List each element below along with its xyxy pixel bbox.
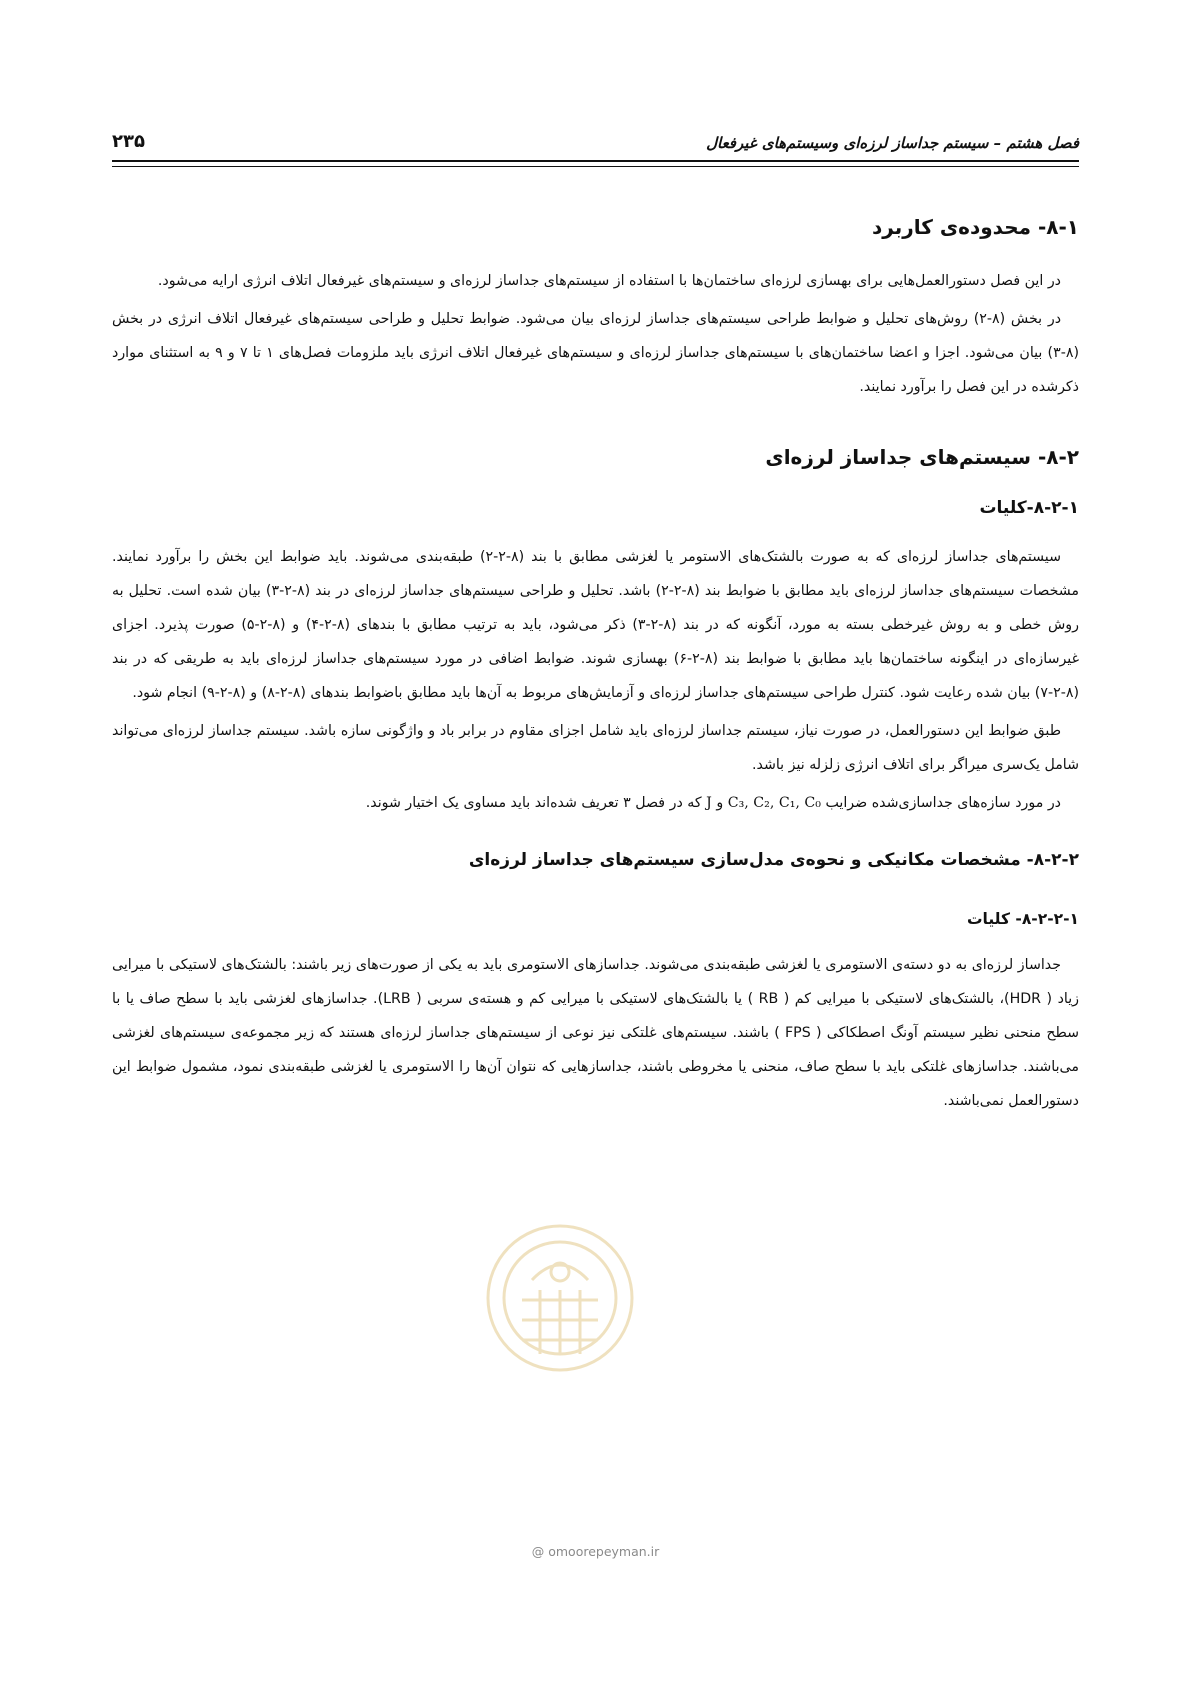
header-rule-thin: [112, 166, 1079, 167]
paragraph: در بخش (۸-۲) روش‌های تحلیل و ضوابط طراحی سیستم‌های جداساز لرزه‌ای بیان می‌شود. ضوابط تحلیل و طراحی سیستم‌های غیرفعال اتلاف انرژی در بخش (۸-۳) بیان می‌شود. اجزا و اعضا ساختمان‌های با سیستم‌های جداساز لرزه‌ای و سیستم‌های غیرفعال اتلاف انرژی باید ملزومات فصل‌های ۱ تا ۷ و ۹ به استثنای موارد ذکرشده در این فصل را برآورد نمایند.: [112, 311, 1079, 395]
text-run: و: [716, 795, 724, 811]
subsection-heading-8-2-2-1: ۸-۲-۲-۱- کلیات: [966, 910, 1079, 928]
chapter-title: فصل هشتم – سیستم جداساز لرزه‌ای وسیستم‌های غیرفعال: [706, 134, 1079, 152]
text-run: در مورد سازه‌های جداسازی‌شده ضرایب: [825, 795, 1061, 811]
main-content: [112, 212, 1079, 1122]
coefficients-formula: C₃, C₂, C₁, C₀: [727, 795, 821, 811]
subsection-heading-8-2-2: ۸-۲-۲- مشخصات مکانیکی و نحوه‌ی مدل‌سازی سیستم‌های جداساز لرزه‌ای: [468, 850, 1079, 870]
paragraph-coefficients: [112, 786, 1079, 820]
paragraph: طبق ضوابط این دستورالعمل، در صورت نیاز، سیستم جداساز لرزه‌ای باید شامل اجزای مقاوم در برابر باد و واژگونی سازه باشد. سیستم جداساز لرزه‌ای می‌تواند شامل یک‌سری میراگر برای اتلاف انرژی زلزله نیز باشد.: [112, 723, 1079, 773]
section-heading-8-2: ۸-۲- سیستم‌های جداساز لرزه‌ای: [765, 445, 1079, 469]
coefficient-j: J: [706, 795, 712, 811]
subsection-heading-8-2-1: ۸-۲-۱-کلیات: [979, 498, 1079, 518]
section-heading-8-1: ۸-۱- محدوده‌ی کاربرد: [872, 215, 1079, 239]
watermark-url: omoorepeyman.ir: [548, 1544, 660, 1559]
text-run: که در فصل ۳ تعریف شده‌اند باید مساوی یک اختیار شوند.: [365, 795, 702, 811]
running-header: [112, 118, 1079, 152]
header-rule-thick: [112, 160, 1079, 162]
paragraph: سیستم‌های جداساز لرزه‌ای که به صورت بالشتک‌های الاستومر یا لغزشی مطابق با بند (۸-۲-۲) طبقه‌بندی می‌شوند. باید ضوابط این بخش را برآورد نمایند. مشخصات سیستم‌های جداساز لرزه‌ای باید مطابق با ضوابط بند (۸-۲-۲) باشد. تحلیل و طراحی سیستم‌های جداساز لرزه‌ای در بند (۸-۲-۳) بیان شده است. تحلیل به روش خطی و به روش غیرخطی بسته به مورد، آنگونه که در بند (۸-۲-۳) ذکر می‌شود، باید به ترتیب مطابق با بندهای (۸-۲-۴) و (۸-۲-۵) صورت پذیرد. اجزای غیرسازه‌ای در اینگونه ساختمان‌ها باید مطابق با ضوابط بند (۸-۲-۶) بهسازی شوند. ضوابط اضافی در مورد سیستم‌های جداساز لرزه‌ای باید به طریقی که در بند (۸-۲-۷) بیان شده رعایت شود. کنترل طراحی سیستم‌های جداساز لرزه‌ای و آزمایش‌های مربوط به آن‌ها باید مطابق باضوابط بندهای (۸-۲-۸) و (۸-۲-۹) انجام شود.: [112, 549, 1079, 701]
watermark-text: @ omoorepeyman.ir: [531, 1544, 660, 1559]
watermark-seal-icon: [482, 1220, 638, 1390]
paragraph: در این فصل دستورالعمل‌هایی برای بهسازی لرزه‌ای ساختمان‌ها با استفاده از سیستم‌های جداساز لرزه‌ای و سیستم‌های غیرفعال اتلاف انرژی ارایه می‌شود.: [157, 273, 1061, 289]
page-number: ۲۳۵: [112, 131, 145, 152]
paragraph: جداساز لرزه‌ای به دو دسته‌ی الاستومری یا لغزشی طبقه‌بندی می‌شوند. جداسازهای الاستومری باید به یکی از صورت‌های زیر باشند: بالشتک‌های لاستیکی با میرایی زیاد ( HDR)، بالشتک‌های لاستیکی با میرایی کم ( RB ) یا بالشتک‌های لاستیکی با میرایی کم و هسته‌ی سربی ( LRB). جداسازهای لغزشی باید با سطح صاف یا با سطح منحنی نظیر سیستم آونگ اصطکاکی ( FPS ) باشند. سیستم‌های غلتکی نیز نوعی از سیستم‌های جداساز لرزه‌ای هستند که زیر مجموعه‌ی سیستم‌های لغزشی می‌باشند. جداسازهای غلتکی باید با سطح صاف، منحنی یا مخروطی باشند، جداسازهایی که نتوان آن‌ها را الاستومری یا لغزشی طبقه‌بندی نمود، مشمول ضوابط این دستورالعمل نمی‌باشند.: [112, 957, 1080, 1109]
